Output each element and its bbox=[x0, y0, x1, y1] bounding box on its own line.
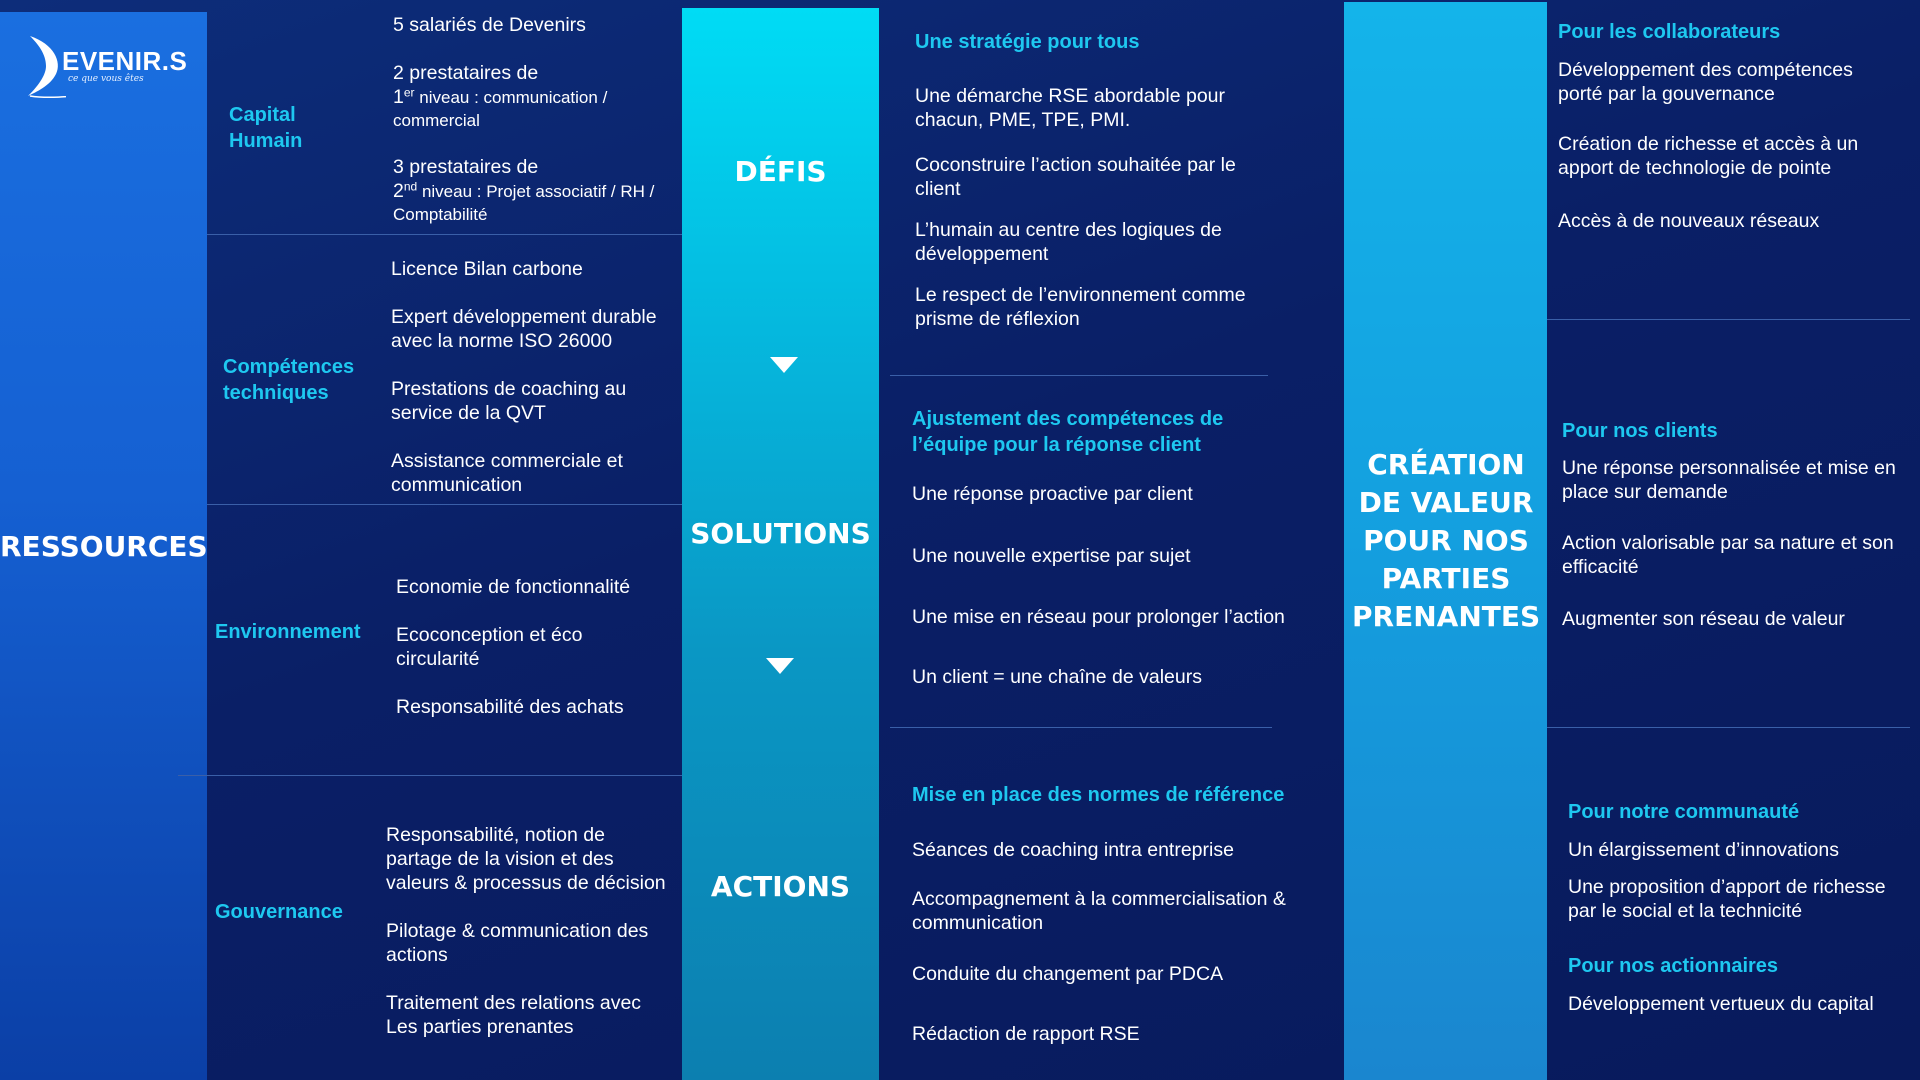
divider-environnement bbox=[178, 775, 682, 776]
capital-item-prestataires-2: 3 prestataires de 2nd niveau : Projet associatif / RH / Comptabilité bbox=[393, 156, 655, 224]
competence-item-assistance: Assistance commerciale et communication bbox=[391, 450, 623, 496]
capital-item-prestataires-1: 2 prestataires de 1er niveau : communication / commercial bbox=[393, 62, 608, 130]
solutions-heading: Ajustement des compétences de l’équipe pour la réponse client bbox=[912, 408, 1224, 456]
actions-item-coaching: Séances de coaching intra entreprise bbox=[912, 839, 1234, 861]
logo-name: EVENIR.S bbox=[62, 46, 188, 76]
clients-item-reseau: Augmenter son réseau de valeur bbox=[1562, 608, 1845, 630]
logo-d-icon bbox=[26, 34, 66, 100]
capital-item-salaries: 5 salariés de Devenirs bbox=[393, 14, 586, 36]
collaborateurs-item-reseaux: Accès à de nouveaux réseaux bbox=[1558, 210, 1820, 232]
competence-item-iso-26000: Expert développement durable avec la norme ISO 26000 bbox=[391, 306, 657, 352]
communaute-heading: Pour notre communauté bbox=[1568, 801, 1800, 823]
defis-item-environnement: Le respect de l’environnement comme prisme de réflexion bbox=[915, 284, 1246, 330]
actions-item-pdca: Conduite du changement par PDCA bbox=[912, 963, 1224, 985]
actionnaires-heading: Pour nos actionnaires bbox=[1568, 955, 1779, 977]
actions-item-rapport: Rédaction de rapport RSE bbox=[912, 1023, 1140, 1045]
divider-collaborateurs bbox=[1547, 319, 1910, 320]
divider-competences bbox=[207, 504, 682, 505]
clients-item-reponse: Une réponse personnalisée et mise en place sur demande bbox=[1562, 457, 1896, 503]
actions-item-accompagnement: Accompagnement à la commercialisation & communication bbox=[912, 888, 1286, 934]
communaute-item-innovations: Un élargissement d’innovations bbox=[1568, 839, 1839, 861]
ressources-title: RESSOURCES bbox=[0, 530, 208, 563]
clients-item-action: Action valorisable par sa nature et son efficacité bbox=[1562, 532, 1894, 578]
capital-humain-label: Capital Humain bbox=[229, 104, 303, 152]
solutions-item-proactive: Une réponse proactive par client bbox=[912, 483, 1193, 505]
communaute-item-richesse: Une proposition d’apport de richesse par le social et la technicité bbox=[1568, 876, 1886, 922]
divider-capital bbox=[207, 234, 682, 235]
arrow-down-icon bbox=[766, 658, 794, 674]
defis-title: DÉFIS bbox=[734, 155, 827, 188]
defis-heading: Une stratégie pour tous bbox=[915, 31, 1140, 53]
competence-item-coaching: Prestations de coaching au service de la QVT bbox=[391, 378, 627, 424]
clients-heading: Pour nos clients bbox=[1562, 420, 1718, 442]
defis-item-coconstruire: Coconstruire l’action souhaitée par le client bbox=[915, 154, 1236, 200]
solutions-item-chaine: Un client = une chaîne de valeurs bbox=[912, 666, 1202, 688]
solutions-item-expertise: Une nouvelle expertise par sujet bbox=[912, 545, 1191, 567]
competences-label: Compétences techniques bbox=[223, 356, 355, 404]
actions-heading: Mise en place des normes de référence bbox=[912, 784, 1285, 806]
environnement-item-fonctionnalite: Economie de fonctionnalité bbox=[396, 576, 631, 598]
gouvernance-item-pilotage: Pilotage & communication des actions bbox=[386, 920, 649, 966]
divider-clients bbox=[1547, 727, 1910, 728]
environnement-item-ecoconception: Ecoconception et éco circularité bbox=[396, 624, 583, 670]
defis-item-humain: L’humain au centre des logiques de développement bbox=[915, 219, 1222, 265]
solutions-item-reseau: Une mise en réseau pour prolonger l’action bbox=[912, 606, 1285, 628]
competence-item-bilan-carbone: Licence Bilan carbone bbox=[391, 258, 583, 280]
gouvernance-item-responsabilite: Responsabilité, notion de partage de la vision et des valeurs & processus de décision bbox=[386, 824, 666, 894]
arrow-down-icon bbox=[770, 357, 798, 373]
gouvernance-item-relations: Traitement des relations avec Les parties prenantes bbox=[386, 992, 642, 1038]
solutions-title: SOLUTIONS bbox=[690, 517, 871, 550]
defis-item-demarche: Une démarche RSE abordable pour chacun, PME, TPE, PMI. bbox=[915, 85, 1226, 131]
collaborateurs-heading: Pour les collaborateurs bbox=[1558, 21, 1781, 43]
collaborateurs-item-competences: Développement des compétences porté par la gouvernance bbox=[1558, 59, 1853, 105]
devenirs-logo bbox=[26, 34, 188, 100]
actionnaires-item-capital: Développement vertueux du capital bbox=[1568, 993, 1874, 1015]
gouvernance-label: Gouvernance bbox=[215, 901, 343, 923]
environnement-label: Environnement bbox=[215, 621, 361, 643]
logo-tagline: ce que vous êtes bbox=[68, 74, 144, 84]
creation-title: CRÉATION DE VALEUR POUR NOS PARTIES PRENANTES bbox=[1352, 448, 1541, 633]
actions-title: ACTIONS bbox=[710, 870, 851, 903]
collaborateurs-item-richesse: Création de richesse et accès à un apport de technologie de pointe bbox=[1558, 133, 1859, 179]
divider-solutions bbox=[890, 727, 1272, 728]
environnement-item-achats: Responsabilité des achats bbox=[396, 696, 624, 718]
divider-defis bbox=[890, 375, 1268, 376]
